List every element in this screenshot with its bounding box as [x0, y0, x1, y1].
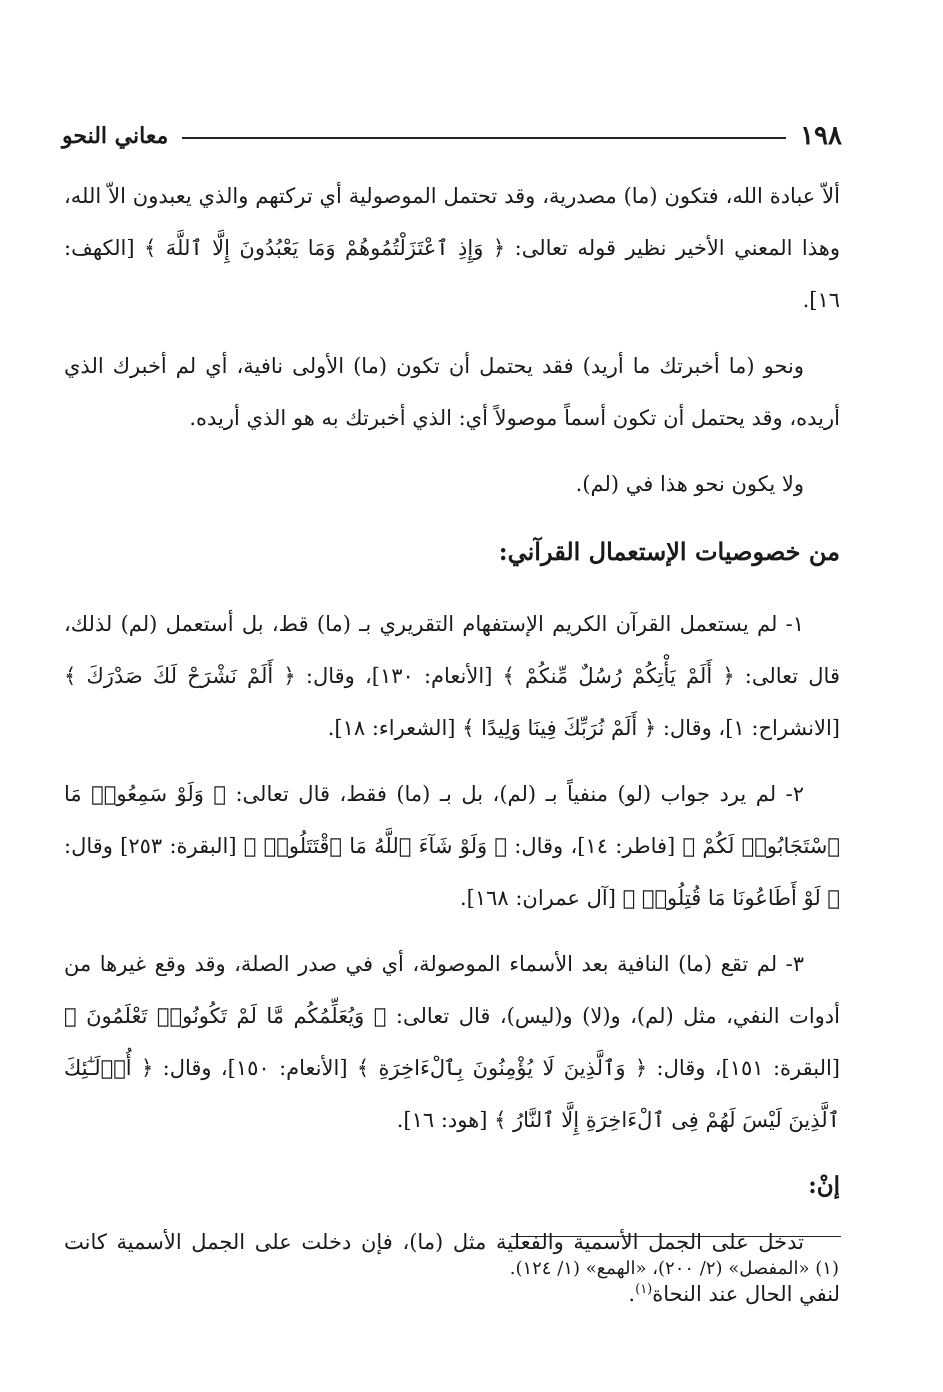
footnote-rule: [511, 1236, 841, 1237]
paragraph-1: ألاّ عبادة الله، فتكون (ما) مصدرية، وقد تحتمل الموصولية أي تركتهم والذي يعبدون الاّ الله، وهذا المعني الأخير نظير قوله تعالى: ﴿ وَإِذِ ٱعْتَزَلْتُمُوهُمْ وَمَا يَعْبُدُونَ إِلَّا ٱللَّهَ ﴾ [الكهف: ١٦].: [64, 184, 840, 312]
page-body: [64, 170, 840, 1334]
paragraph-3: ولا يكون نحو هذا في (لم).: [575, 472, 804, 496]
footnote: (١) «المفصل» (٢/ ٢٠٠)، «الهمع» (١/ ١٢٤).: [509, 1258, 839, 1279]
footnote-reference: (١): [635, 1282, 653, 1297]
page-header: [62, 118, 842, 154]
paragraph-2: ونحو (ما أخبرتك ما أريد) فقد يحتمل أن تكون (ما) الأولى نافية، أي لم أخبرك الذي أريده، وقد يحتمل أن تكون أسماً موصولاً أي: الذي أخبرتك به هو الذي أريده.: [64, 354, 840, 430]
list-item-2: ٢- لم يرد جواب (لو) منفياً بـ (لم)، بل بـ (ما) فقط، قال تعالى: ﴿ وَلَوْ سَمِعُوا۟ مَا ٱسْتَجَابُوا۟ لَكُمْ ﴾ [فاطر: ١٤]، وقال: ﴿ وَلَوْ شَآءَ ٱللَّهُ مَا ٱقْتَتَلُوا۟ ﴾ [البقرة: ٢٥٣] وقال: ﴿ لَوْ أَطَاعُونَا مَا قُتِلُوا۟ ﴾ [آل عمران: ١٦٨].: [64, 782, 841, 910]
section-heading-quranic-usage: من خصوصيات الإستعمال القرآني:: [498, 537, 840, 566]
page-number: ١٩٨: [800, 121, 842, 151]
running-title: معاني النحو: [62, 123, 169, 149]
header-rule: [182, 137, 786, 139]
paragraph-last-text: تدخل على الجمل الأسمية والفعلية مثل (ما)، فإن دخلت على الجمل الأسمية كانت لنفي الحال عند النحاة: [64, 1230, 840, 1306]
section-heading-in: إنْ:: [808, 1172, 840, 1199]
paragraph-last-end: .: [628, 1282, 636, 1306]
list-item-3: ٣- لم تقع (ما) النافية بعد الأسماء الموصولة، أي في صدر الصلة، وقد وقع غيرها من أدوات النفي، مثل (لم)، و(لا) و(ليس)، قال تعالى: ﴿ وَيُعَلِّمُكُم مَّا لَمْ تَكُونُوا۟ تَعْلَمُونَ ﴾ [البقرة: ١٥١]، وقال: ﴿ وَٱلَّذِينَ لَا يُؤْمِنُونَ بِٱلْءَاخِرَةِ ﴾ [الأنعام: ١٥٠]، وقال: ﴿ أُو۟لَـٰٓئِكَ ٱلَّذِينَ لَيْسَ لَهُمْ فِى ٱلْءَاخِرَةِ إِلَّا ٱلنَّارُ ﴾ [هود: ١٦].: [64, 952, 840, 1132]
list-item-1: ١- لم يستعمل القرآن الكريم الإستفهام التقريري بـ (ما) قط، بل أستعمل (لم) لذلك، قال تعالى: ﴿ أَلَمْ يَأْتِكُمْ رُسُلٌ مِّنكُمْ ﴾ [الأنعام: ١٣٠]، وقال: ﴿ أَلَمْ نَشْرَحْ لَكَ صَدْرَكَ ﴾ [الانشراح: ١]، وقال: ﴿ أَلَمْ نُرَبِّكَ فِينَا وَلِيدًا ﴾ [الشعراء: ١٨].: [64, 612, 840, 740]
